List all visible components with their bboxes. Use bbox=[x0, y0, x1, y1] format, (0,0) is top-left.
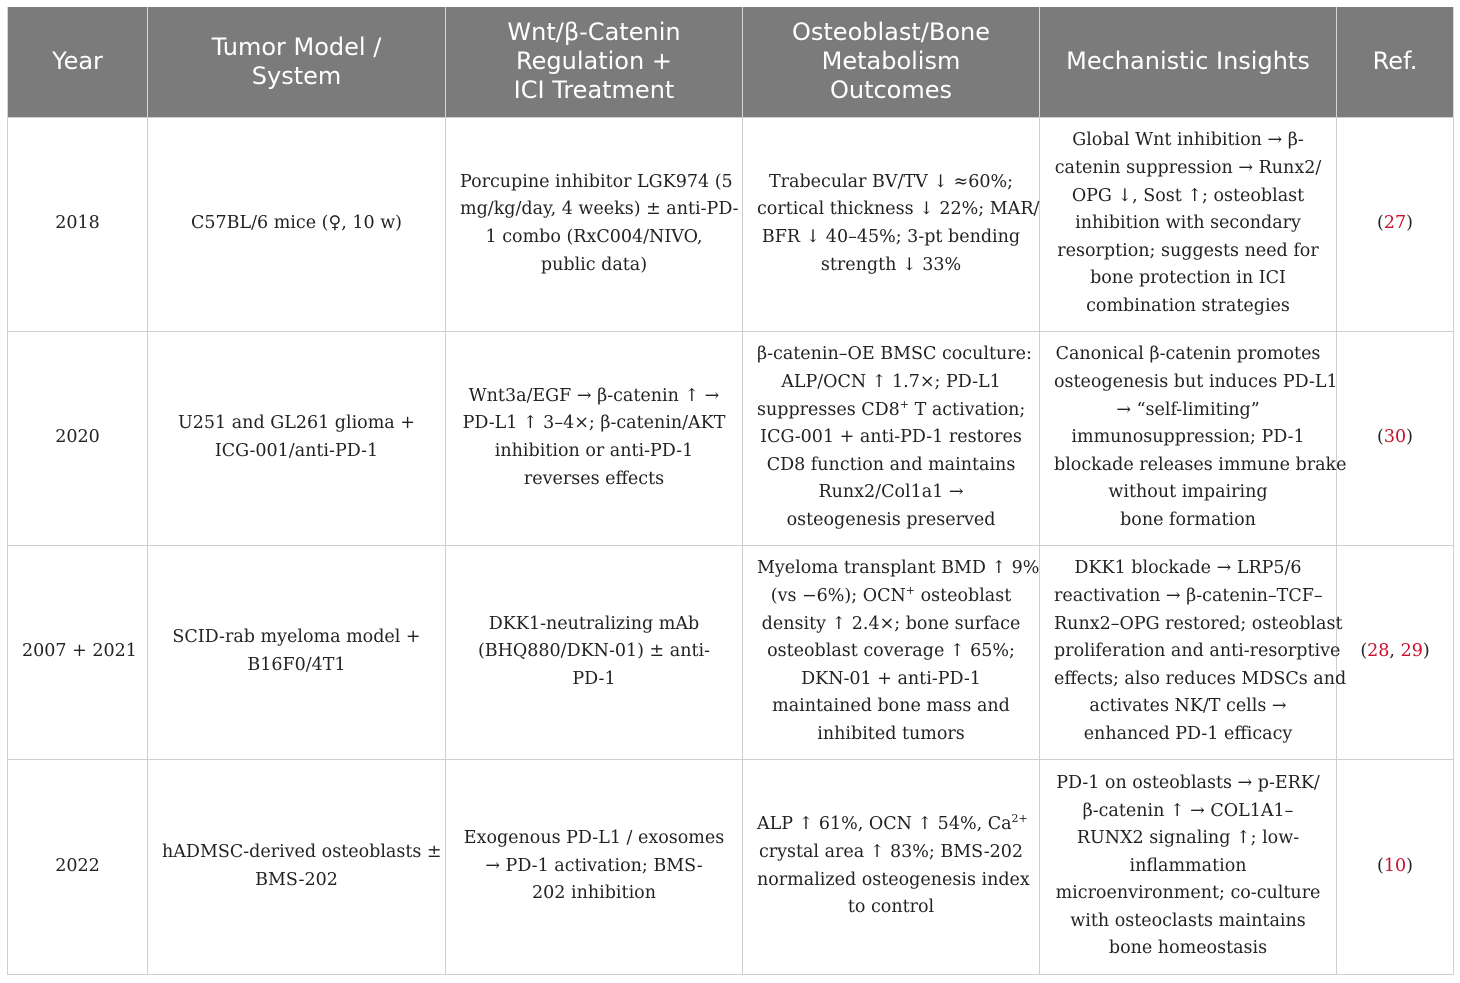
reference-link[interactable]: 29 bbox=[1400, 641, 1423, 662]
mechanistic-insights-cell bbox=[1040, 759, 1337, 974]
mechanistic-insights-cell-line: osteogenesis but induces PD-L1 bbox=[1054, 372, 1338, 393]
wnt-regulation-cell-line: public data) bbox=[540, 254, 648, 275]
mechanistic-insights-cell-line: resorption; suggests need for bbox=[1057, 240, 1319, 261]
mechanistic-insights-cell-line: combination strategies bbox=[1086, 295, 1290, 316]
osteoblast-outcomes-cell-line bbox=[757, 867, 1030, 895]
ref-cell bbox=[1337, 331, 1454, 545]
column-header-wnt bbox=[446, 7, 743, 117]
line-text: β-catenin–OE BMSC coculture: bbox=[757, 344, 1032, 365]
tumor-model-cell-line: B16F0/4T1 bbox=[247, 655, 346, 675]
wnt-regulation-cell bbox=[446, 117, 743, 331]
mechanistic-insights-cell-line: bone protection in ICI bbox=[1090, 268, 1286, 289]
osteoblast-outcomes-cell bbox=[743, 331, 1040, 545]
osteoblast-outcomes-cell bbox=[743, 545, 1040, 759]
tumor-model-cell bbox=[148, 545, 446, 759]
osteoblast-outcomes-cell-line bbox=[757, 721, 1025, 749]
osteoblast-outcomes-cell-line bbox=[757, 397, 1025, 425]
year-cell bbox=[8, 331, 148, 545]
wnt-regulation-cell-line: PD-L1 ↑ 3–4×; β-catenin/AKT bbox=[462, 413, 726, 434]
osteoblast-outcomes-cell-line: cortical thickness ↓ 22%; MAR/ bbox=[757, 199, 1040, 220]
comparison-table-container bbox=[7, 7, 1453, 975]
ref-list: (27) bbox=[1377, 213, 1413, 234]
line-text: to control bbox=[847, 897, 935, 918]
column-header-line: Outcomes bbox=[829, 76, 953, 105]
mechanistic-insights-cell bbox=[1040, 545, 1347, 759]
table-body bbox=[8, 117, 1454, 974]
osteoblast-outcomes-cell-line: BFR ↓ 40–45%; 3-pt bending bbox=[761, 227, 1021, 247]
column-header-year bbox=[8, 7, 148, 117]
tumor-model-cell-line: hADMSC-derived osteoblasts ± bbox=[162, 841, 442, 862]
line-text: CD8 function and maintains bbox=[766, 454, 1016, 475]
tumor-model-cell-line: ICG-001/anti-PD-1 bbox=[214, 441, 379, 461]
mechanistic-insights-cell-line: inflammation bbox=[1129, 855, 1247, 876]
mechanistic-insights-cell-line: inhibition with secondary bbox=[1075, 213, 1301, 234]
wnt-regulation-cell-line: Porcupine inhibitor LGK974 (5 bbox=[460, 171, 733, 192]
column-header-line: ICI Treatment bbox=[513, 76, 675, 105]
column-header-ref bbox=[1337, 7, 1454, 117]
osteoblast-outcomes-cell bbox=[743, 759, 1040, 974]
ref-list: (28, 29) bbox=[1360, 641, 1430, 662]
mechanistic-insights-cell bbox=[1040, 331, 1347, 545]
column-header-line: Wnt/β-Catenin bbox=[507, 18, 681, 47]
mechanistic-insights-cell-line: without impairing bbox=[1108, 482, 1268, 503]
osteoblast-outcomes-cell-line bbox=[757, 894, 1025, 922]
line-text-after: osteoblast bbox=[915, 586, 1012, 607]
mechanistic-insights-cell-line: catenin suppression → Runx2/ bbox=[1054, 158, 1322, 179]
osteoblast-outcomes-cell bbox=[743, 117, 1040, 331]
mechanistic-insights-cell bbox=[1040, 117, 1337, 331]
column-header-line: System bbox=[251, 61, 342, 90]
mechanistic-insights-cell-line: Global Wnt inhibition → β- bbox=[1072, 130, 1304, 151]
line-text: (vs −6%); OCN bbox=[770, 586, 906, 607]
osteoblast-outcomes-cell-line bbox=[757, 638, 1025, 666]
line-text: ALP/OCN ↑ 1.7×; PD-L1 bbox=[781, 372, 1001, 393]
column-header-line: Ref. bbox=[1372, 47, 1418, 76]
table-row bbox=[8, 117, 1454, 331]
mechanistic-insights-cell-line: bone homeostasis bbox=[1108, 938, 1268, 959]
tumor-model-cell-line: BMS-202 bbox=[255, 869, 338, 890]
line-text-after: T activation; bbox=[909, 399, 1026, 420]
column-header-line: Metabolism bbox=[821, 47, 961, 76]
osteoblast-outcomes-cell-line bbox=[757, 583, 1025, 611]
osteoblast-outcomes-cell-line bbox=[757, 555, 1040, 583]
column-header-line: Osteoblast/Bone bbox=[792, 18, 990, 47]
wnt-regulation-cell-line: 1 combo (RxC004/NIVO, bbox=[485, 227, 703, 247]
superscript: + bbox=[905, 584, 915, 598]
line-text: Runx2/Col1a1 → bbox=[818, 482, 964, 503]
wnt-regulation-cell bbox=[446, 759, 743, 974]
reference-link[interactable]: 28 bbox=[1367, 641, 1390, 662]
wnt-regulation-cell-line: Wnt3a/EGF → β-catenin ↑ → bbox=[468, 385, 720, 406]
line-text: ALP ↑ 61%, OCN ↑ 54%, Ca bbox=[757, 814, 1012, 835]
osteoblast-outcomes-cell-line bbox=[757, 341, 1032, 369]
line-text: density ↑ 2.4×; bone surface bbox=[761, 613, 1021, 634]
column-header-line: Tumor Model / bbox=[211, 32, 382, 61]
reference-link[interactable]: 30 bbox=[1383, 427, 1407, 448]
header-row bbox=[8, 7, 1454, 117]
mechanistic-insights-cell-line: activates NK/T cells → bbox=[1089, 696, 1287, 717]
column-header-model bbox=[148, 7, 446, 117]
wnt-regulation-cell-line: 202 inhibition bbox=[532, 883, 656, 904]
wnt-regulation-cell-line: DKK1-neutralizing mAb bbox=[488, 613, 700, 634]
tumor-model-cell bbox=[148, 331, 446, 545]
mechanistic-insights-cell-line: OPG ↓, Sost ↑; osteoblast bbox=[1071, 185, 1305, 206]
osteoblast-outcomes-cell-line bbox=[757, 507, 1025, 535]
year-cell bbox=[8, 759, 148, 974]
table-row bbox=[8, 331, 1454, 545]
mechanistic-insights-cell-line: reactivation → β-catenin–TCF– bbox=[1054, 586, 1323, 607]
tumor-model-cell bbox=[148, 117, 446, 331]
mechanistic-insights-cell-line: enhanced PD-1 efficacy bbox=[1083, 723, 1293, 744]
ref-cell bbox=[1337, 759, 1454, 974]
osteoblast-outcomes-cell-line bbox=[757, 839, 1025, 867]
osteoblast-outcomes-cell-line bbox=[757, 479, 1025, 507]
mechanistic-insights-cell-line: DKK1 blockade → LRP5/6 bbox=[1074, 558, 1302, 579]
osteoblast-outcomes-cell-line bbox=[757, 811, 1028, 839]
wnt-regulation-cell bbox=[446, 545, 743, 759]
ref-list: (30) bbox=[1377, 427, 1413, 448]
osteoblast-outcomes-cell-line: strength ↓ 33% bbox=[820, 254, 962, 275]
column-header-osteo bbox=[743, 7, 1040, 117]
line-text: crystal area ↑ 83%; BMS-202 bbox=[758, 841, 1024, 862]
ref-cell bbox=[1337, 117, 1454, 331]
mechanistic-insights-cell-line: bone formation bbox=[1120, 509, 1256, 530]
year-cell bbox=[8, 545, 148, 759]
superscript: 2+ bbox=[1011, 812, 1028, 826]
mechanistic-insights-cell-line: proliferation and anti-resorptive bbox=[1054, 641, 1341, 662]
column-header-line: Mechanistic Insights bbox=[1066, 47, 1310, 76]
mechanistic-insights-cell-line: PD-1 on osteoblasts → p-ERK/ bbox=[1056, 772, 1320, 793]
comparison-table bbox=[7, 7, 1454, 975]
ref-list: (10) bbox=[1377, 855, 1413, 876]
osteoblast-outcomes-cell-line: Trabecular BV/TV ↓ ≈60%; bbox=[768, 171, 1013, 192]
mechanistic-insights-cell-line: RUNX2 signaling ↑; low- bbox=[1076, 828, 1300, 849]
osteoblast-outcomes-cell-line bbox=[757, 693, 1025, 721]
osteoblast-outcomes-cell-line bbox=[757, 452, 1025, 480]
mechanistic-insights-cell-line: β-catenin ↑ → COL1A1– bbox=[1082, 800, 1294, 821]
tumor-model-cell-line: U251 and GL261 glioma + bbox=[178, 413, 415, 434]
column-header-mech bbox=[1040, 7, 1337, 117]
osteoblast-outcomes-cell-line bbox=[757, 611, 1025, 639]
mechanistic-insights-cell-line: effects; also reduces MDSCs and bbox=[1054, 668, 1347, 689]
wnt-regulation-cell-line: inhibition or anti-PD-1 bbox=[494, 441, 694, 461]
mechanistic-insights-cell-line: immunosuppression; PD-1 bbox=[1071, 427, 1305, 448]
line-text: osteoblast coverage ↑ 65%; bbox=[767, 641, 1015, 662]
column-header-line: Regulation + bbox=[516, 47, 672, 76]
mechanistic-insights-cell-line: blockade releases immune brake bbox=[1054, 454, 1347, 475]
mechanistic-insights-cell-line: microenvironment; co-culture bbox=[1055, 883, 1321, 904]
wnt-regulation-cell-line: → PD-1 activation; BMS- bbox=[485, 855, 703, 876]
line-text: DKN-01 + anti-PD-1 bbox=[801, 668, 981, 689]
year-value: 2022 bbox=[55, 855, 100, 876]
wnt-regulation-cell bbox=[446, 331, 743, 545]
reference-link[interactable]: 10 bbox=[1383, 855, 1407, 876]
mechanistic-insights-cell-line: → “self-limiting” bbox=[1116, 399, 1260, 420]
year-cell bbox=[8, 117, 148, 331]
line-text: ICG-001 + anti-PD-1 restores bbox=[760, 427, 1022, 448]
line-text: inhibited tumors bbox=[817, 723, 965, 744]
osteoblast-outcomes-cell-line bbox=[757, 424, 1025, 452]
tumor-model-cell-line: SCID-rab myeloma model + bbox=[172, 627, 421, 648]
year-value: 2020 bbox=[55, 427, 100, 448]
superscript: + bbox=[899, 397, 910, 411]
wnt-regulation-cell-line: mg/kg/day, 4 weeks) ± anti-PD- bbox=[460, 199, 739, 220]
line-text: maintained bone mass and bbox=[772, 696, 1010, 717]
osteoblast-outcomes-cell-line bbox=[757, 666, 1025, 694]
line-text: Myeloma transplant BMD ↑ 9% bbox=[757, 558, 1040, 579]
table-row bbox=[8, 545, 1454, 759]
mechanistic-insights-cell-line: Runx2–OPG restored; osteoblast bbox=[1054, 613, 1343, 634]
mechanistic-insights-cell-line: with osteoclasts maintains bbox=[1070, 910, 1306, 931]
wnt-regulation-cell-line: PD-1 bbox=[572, 668, 616, 689]
mechanistic-insights-cell-line: Canonical β-catenin promotes bbox=[1055, 344, 1321, 365]
wnt-regulation-cell-line: reverses effects bbox=[523, 468, 665, 489]
tumor-model-cell-line: C57BL/6 mice (♀, 10 w) bbox=[190, 213, 403, 234]
wnt-regulation-cell-line: (BHQ880/DKN-01) ± anti- bbox=[477, 641, 711, 662]
year-value: 2018 bbox=[55, 213, 100, 234]
line-text: suppresses CD8 bbox=[757, 399, 900, 420]
line-text: osteogenesis preserved bbox=[786, 509, 996, 530]
reference-link[interactable]: 27 bbox=[1383, 213, 1407, 234]
line-text: normalized osteogenesis index bbox=[757, 869, 1030, 890]
osteoblast-outcomes-cell-line bbox=[757, 369, 1025, 397]
year-value: 2007 + 2021 bbox=[22, 641, 137, 662]
tumor-model-cell bbox=[148, 759, 446, 974]
wnt-regulation-cell-line: Exogenous PD-L1 / exosomes bbox=[463, 828, 725, 849]
table-row bbox=[8, 759, 1454, 974]
ref-cell bbox=[1337, 545, 1454, 759]
column-header-line: Year bbox=[52, 47, 103, 76]
